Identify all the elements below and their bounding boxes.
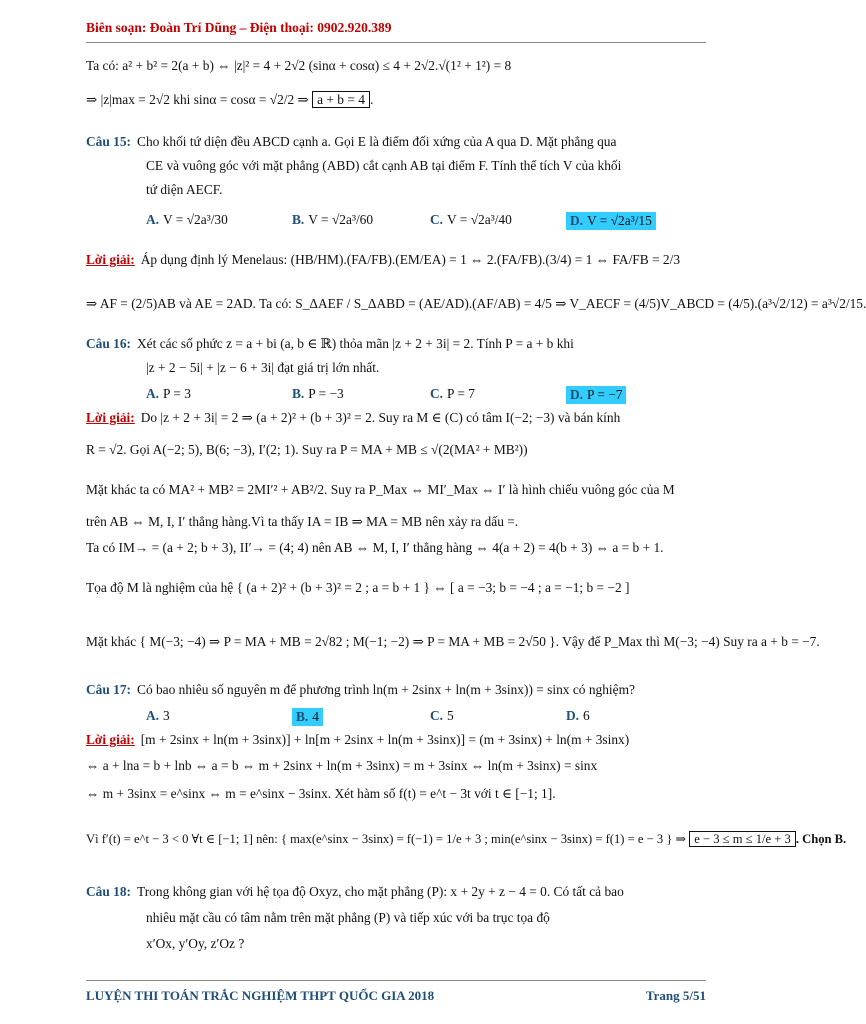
solution-line: Ta có IM→ = (a + 2; b + 3), II′→ = (4; 4) nên AB ⇔ M, I, I′ thẳng hàng ⇔ 4(a + 2) = 4(b + 3) ⇔ a = b + 1. xyxy=(86,540,664,555)
question-16 xyxy=(86,336,718,352)
solution-17 xyxy=(86,732,718,748)
option-b[interactable]: B. V = √2a³/60 xyxy=(292,212,374,227)
question-number: Câu 17: xyxy=(86,682,132,697)
solution-label: Lời giải: xyxy=(86,410,135,425)
solution-text: Do |z + 2 + 3i| = 2 ⇒ (a + 2)² + (b + 3)² = 2. Suy ra M ∈ (C) có tâm I(−2; −3) và bán kính xyxy=(140,410,621,425)
question-text: Trong không gian với hệ tọa độ Oxyz, cho mặt phẳng (P): x + 2y + z − 4 = 0. Có tất cả bao xyxy=(137,884,624,899)
q16-options xyxy=(146,386,718,410)
footer-rule xyxy=(86,980,706,981)
header-rule xyxy=(86,42,706,43)
q15-options xyxy=(146,212,718,236)
solution-line: Tọa độ M là nghiệm của hệ { (a + 2)² + (b + 3)² = 2 ; a = b + 1 } ⇔ [ a = −3; b = −4 ; a = −1; b = −2 ] xyxy=(86,580,630,595)
option-c[interactable]: C. P = 7 xyxy=(430,386,475,401)
question-number: Câu 15: xyxy=(86,134,132,149)
answer-box: e − 3 ≤ m ≤ 1/e + 3 xyxy=(689,831,796,847)
option-b-correct[interactable]: B. 4 xyxy=(292,708,323,726)
answer-box: a + b = 4 xyxy=(312,91,370,108)
question-number: Câu 16: xyxy=(86,336,132,351)
question-18 xyxy=(86,884,718,900)
question-text: CE và vuông góc với mặt phẳng (ABD) cắt cạnh AB tại điểm F. Tính thể tích V của khối xyxy=(146,158,622,173)
page-number: Trang 5/51 xyxy=(645,988,706,1003)
solution-label: Lời giải: xyxy=(86,252,135,267)
question-15 xyxy=(86,134,718,150)
solution-15 xyxy=(86,252,718,268)
solution-line: trên AB ⇔ M, I, I′ thẳng hàng.Vì ta thấy IA = IB ⇒ MA = MB nên xảy ra dấu =. xyxy=(86,514,519,529)
solution-line: ⇔ a + lna = b + lnb ⇔ a = b ⇔ m + 2sinx + ln(m + 3sinx) = m + 3sinx ⇔ ln(m + 3sinx) = sinx xyxy=(86,758,598,773)
option-d-correct[interactable]: D. P = −7 xyxy=(566,386,626,404)
solution-line xyxy=(86,92,718,108)
question-text: nhiêu mặt cầu có tâm nằm trên mặt phẳng (P) và tiếp xúc với ba trục tọa độ xyxy=(146,910,550,925)
footer-title: LUYỆN THI TOÁN TRẮC NGHIỆM THPT QUỐC GIA 2018 xyxy=(86,988,435,1003)
solution-16 xyxy=(86,410,718,426)
option-c[interactable]: C. V = √2a³/40 xyxy=(430,212,512,227)
option-b[interactable]: B. P = −3 xyxy=(292,386,344,401)
q17-options xyxy=(146,708,718,732)
solution-line: Ta có: a² + b² = 2(a + b) ⇔ |z|² = 4 + 2√2 (sinα + cosα) ≤ 4 + 2√2.√(1² + 1²) = 8 xyxy=(86,58,512,73)
question-17 xyxy=(86,682,718,698)
option-a[interactable]: A. V = √2a³/30 xyxy=(146,212,228,227)
option-d-correct[interactable]: D. V = √2a³/15 xyxy=(566,212,656,230)
question-text: tứ diện AECF. xyxy=(146,182,223,197)
question-text: Cho khối tứ diện đều ABCD cạnh a. Gọi E là điểm đối xứng của A qua D. Mặt phẳng qua xyxy=(137,134,617,149)
option-c[interactable]: C. 5 xyxy=(430,708,454,723)
solution-text: [m + 2sinx + ln(m + 3sinx)] + ln[m + 2sinx + ln(m + 3sinx)] = (m + 3sinx) + ln(m + 3sinx) xyxy=(140,732,630,747)
question-number: Câu 18: xyxy=(86,884,132,899)
text: . xyxy=(369,92,374,107)
question-text: Xét các số phức z = a + bi (a, b ∈ ℝ) thỏa mãn |z + 2 + 3i| = 2. Tính P = a + b khi xyxy=(137,336,574,351)
solution-text: Áp dụng định lý Menelaus: (HB/HM).(FA/FB).(EM/EA) = 1 ⇔ 2.(FA/FB).(3/4) = 1 ⇔ FA/FB = 2/3 xyxy=(140,252,681,267)
option-a[interactable]: A. 3 xyxy=(146,708,170,723)
text: . Chọn B. xyxy=(795,832,847,846)
solution-line xyxy=(86,832,847,847)
solution-line: R = √2. Gọi A(−2; 5), B(6; −3), I′(2; 1). Suy ra P = MA + MB ≤ √(2(MA² + MB²)) xyxy=(86,442,528,457)
solution-label: Lời giải: xyxy=(86,732,135,747)
question-text: Có bao nhiêu số nguyên m để phương trình ln(m + 2sinx + ln(m + 3sinx)) = sinx có nghiệm? xyxy=(137,682,635,697)
question-text: |z + 2 − 5i| + |z − 6 + 3i| đạt giá trị lớn nhất. xyxy=(146,360,380,375)
solution-line: Mặt khác ta có MA² + MB² = 2MI′² + AB²/2. Suy ra P_Max ⇔ MI′_Max ⇔ I′ là hình chiếu vuông góc của M xyxy=(86,482,675,497)
solution-line: ⇔ m + 3sinx = e^sinx ⇔ m = e^sinx − 3sinx. Xét hàm số f(t) = e^t − 3t với t ∈ [−1; 1]. xyxy=(86,786,556,801)
page-header: Biên soạn: Đoàn Trí Dũng – Điện thoại: 0902.920.389 xyxy=(86,20,392,35)
option-a[interactable]: A. P = 3 xyxy=(146,386,191,401)
question-text: x′Ox, y′Oy, z′Oz ? xyxy=(146,936,245,951)
solution-line: ⇒ AF = (2/5)AB và AE = 2AD. Ta có: S_ΔAEF / S_ΔABD = (AE/AD).(AF/AB) = 4/5 ⇒ V_AECF = (4/5)V_ABCD = (4/5).(a³√2/12) = a³√2/15. xyxy=(86,296,866,311)
solution-line: Mặt khác { M(−3; −4) ⇒ P = MA + MB = 2√82 ; M(−1; −2) ⇒ P = MA + MB = 2√50 }. Vậy để P_Max thì M(−3; −4) Suy ra a + b = −7. xyxy=(86,634,820,649)
text: Vì f′(t) = e^t − 3 < 0 ∀t ∈ [−1; 1] nên: { max(e^sinx − 3sinx) = f(−1) = 1/e + 3 ; min(e^sinx − 3sinx) = f(1) = e − 3 } ⇒ xyxy=(86,832,690,846)
option-d[interactable]: D. 6 xyxy=(566,708,590,723)
text: ⇒ |z|max = 2√2 khi sinα = cosα = √2/2 ⇒ xyxy=(86,92,313,107)
